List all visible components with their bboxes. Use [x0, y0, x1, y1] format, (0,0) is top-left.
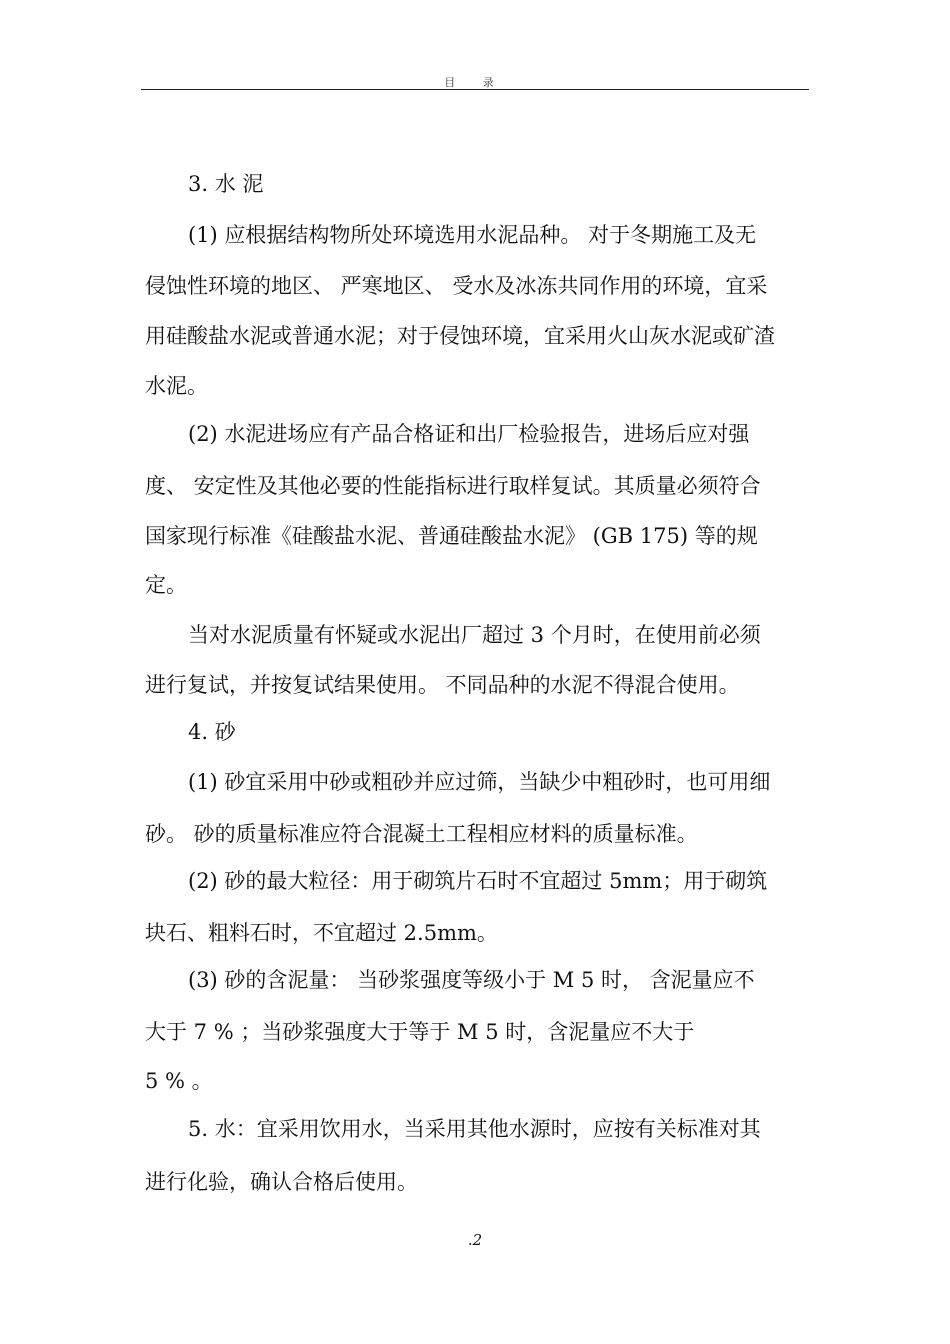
paragraph-line: 块石、粗料石时，不宜超过 2.5mm。: [145, 921, 498, 945]
section-heading-water: 5. 水：宜采用饮用水，当采用其他水源时，应按有关标准对其: [188, 1117, 761, 1141]
paragraph-line: (3) 砂的含泥量： 当砂浆强度等级小于 M 5 时， 含泥量应不: [188, 968, 755, 992]
page-number: .2: [467, 1231, 483, 1249]
paragraph-line: (2) 水泥进场应有产品合格证和出厂检验报告，进场后应对强: [188, 422, 750, 446]
paragraph-line: 国家现行标准《硅酸盐水泥、普通硅酸盐水泥》 (GB 175) 等的规: [145, 524, 758, 548]
header-rule: [141, 89, 809, 90]
paragraph-line: 进行复试，并按复试结果使用。 不同品种的水泥不得混合使用。: [145, 673, 740, 697]
paragraph-line: 5 % 。: [145, 1069, 213, 1093]
paragraph-line: 当对水泥质量有怀疑或水泥出厂超过 3 个月时，在使用前必须: [188, 623, 761, 647]
paragraph-line: 进行化验，确认合格后使用。: [145, 1170, 418, 1194]
paragraph-line: (2) 砂的最大粒径：用于砌筑片石时不宜超过 5mm；用于砌筑: [188, 869, 768, 893]
paragraph-line: 度、 安定性及其他必要的性能指标进行取样复试。其质量必须符合: [145, 474, 761, 498]
paragraph-line: (1) 砂宜采用中砂或粗砂并应过筛，当缺少中粗砂时，也可用细: [188, 770, 771, 794]
header-title: 目 录: [444, 76, 506, 89]
section-heading-sand: 4. 砂: [188, 720, 236, 744]
paragraph-line: 侵蚀性环境的地区、 严寒地区、 受水及冰冻共同作用的环境，宜采: [145, 274, 768, 298]
paragraph-line: 砂。 砂的质量标准应符合混凝土工程相应材料的质量标准。: [145, 822, 698, 846]
paragraph-line: 大于 7 % ；当砂浆强度大于等于 M 5 时，含泥量应不大于: [145, 1020, 695, 1044]
paragraph-line: 水泥。: [145, 374, 208, 398]
paragraph-line: 用硅酸盐水泥或普通水泥；对于侵蚀环境，宜采用火山灰水泥或矿渣: [145, 324, 775, 348]
paragraph-line: 定。: [145, 573, 187, 597]
paragraph-line: (1) 应根据结构物所处环境选用水泥品种。 对于冬期施工及无: [188, 223, 757, 247]
section-heading-cement: 3. 水 泥: [188, 172, 264, 196]
